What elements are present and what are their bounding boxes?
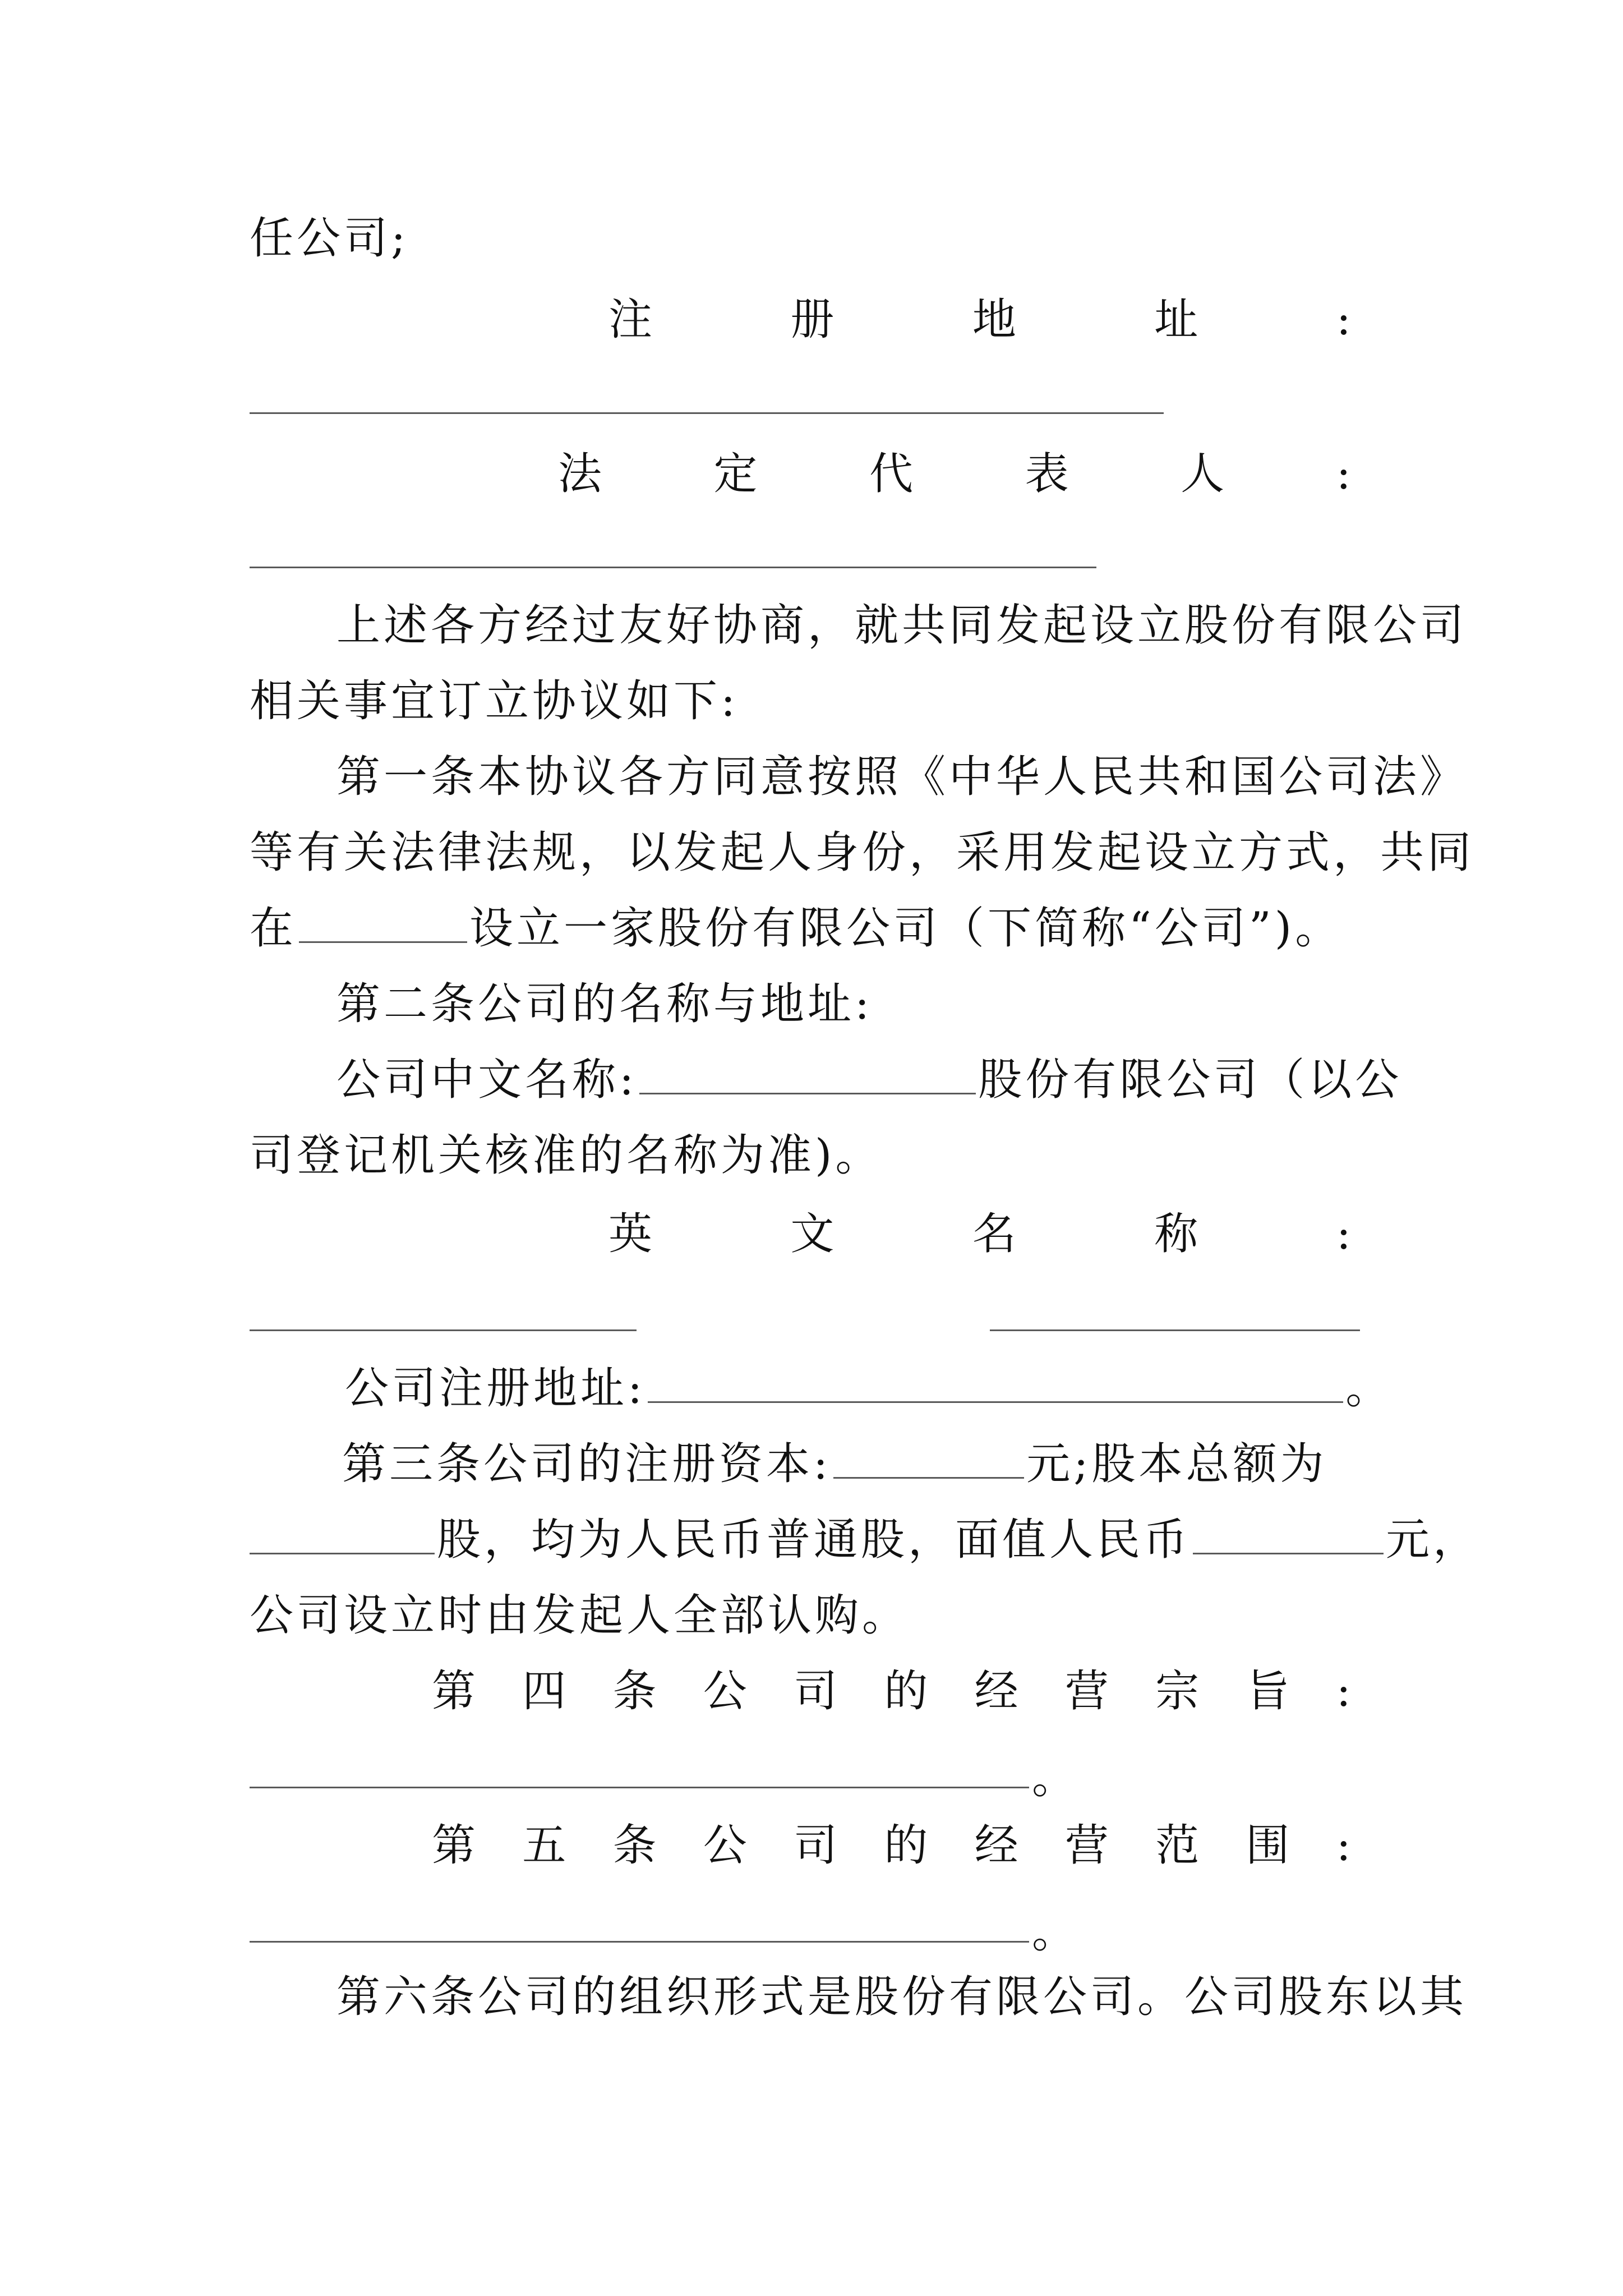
article-one-line1: 第一条本协议各方同意按照《中华人民共和国公司法》	[336, 752, 1468, 802]
share-count-blank[interactable]	[250, 1513, 435, 1554]
company-address-blank[interactable]	[648, 1362, 1343, 1403]
article-two-title: 第二条公司的名称与地址:	[336, 979, 873, 1029]
line-company-end: 任公司;	[250, 213, 409, 264]
article-five-end: 。	[1032, 1907, 1080, 1958]
capital-blank[interactable]	[833, 1438, 1024, 1479]
article-three-line3: 公司设立时由发起人全部认购。	[250, 1590, 910, 1641]
article-one-line2: 等有关法律法规，以发起人身份，采用发起设立方式，共同	[250, 827, 1475, 878]
legal-representative-blank[interactable]	[250, 567, 1096, 568]
paragraph-intro-line2: 相关事宜订立协议如下:	[250, 676, 739, 726]
english-name-label: 英 文 名 称 :	[608, 1209, 1354, 1259]
article-one-line3: 在 设立一家股份有限公司（下简称“公司”)。	[250, 903, 1343, 954]
business-scope-blank[interactable]	[250, 1941, 1029, 1943]
business-purpose-blank[interactable]	[250, 1787, 1029, 1788]
article-six-line1: 第六条公司的组织形式是股份有限公司。公司股东以其	[336, 1972, 1468, 2022]
article-three-line1: 第三条公司的注册资本: 元;股本总额为	[342, 1439, 1327, 1489]
registered-address-line: 公司注册地址: 。	[345, 1363, 1393, 1414]
english-name-blank-1[interactable]	[250, 1329, 637, 1331]
chinese-name-blank[interactable]	[639, 1053, 976, 1094]
chinese-name-line2: 司登记机关核准的名称为准)。	[250, 1130, 883, 1181]
article-five-label: 第 五 条 公 司 的 经 营 范 围 :	[432, 1820, 1354, 1871]
par-value-blank[interactable]	[1193, 1513, 1384, 1554]
registered-address-blank[interactable]	[250, 412, 1164, 414]
legal-representative-label: 法 定 代 表 人 :	[558, 449, 1354, 499]
english-name-blank-2[interactable]	[990, 1329, 1360, 1331]
location-blank[interactable]	[299, 902, 467, 943]
registered-address-label: 注 册 地 址 :	[608, 295, 1354, 345]
article-four-end: 。	[1032, 1753, 1080, 1803]
article-three-line2: 股，均为人民币普通股，面值人民币 元，	[250, 1512, 1388, 1568]
article-four-label: 第 四 条 公 司 的 经 营 宗 旨 :	[432, 1666, 1354, 1717]
chinese-name-line1: 公司中文名称: 股份有限公司（以公	[336, 1055, 1403, 1105]
paragraph-intro-line1: 上述各方经过友好协商，就共同发起设立股份有限公司	[336, 600, 1468, 651]
